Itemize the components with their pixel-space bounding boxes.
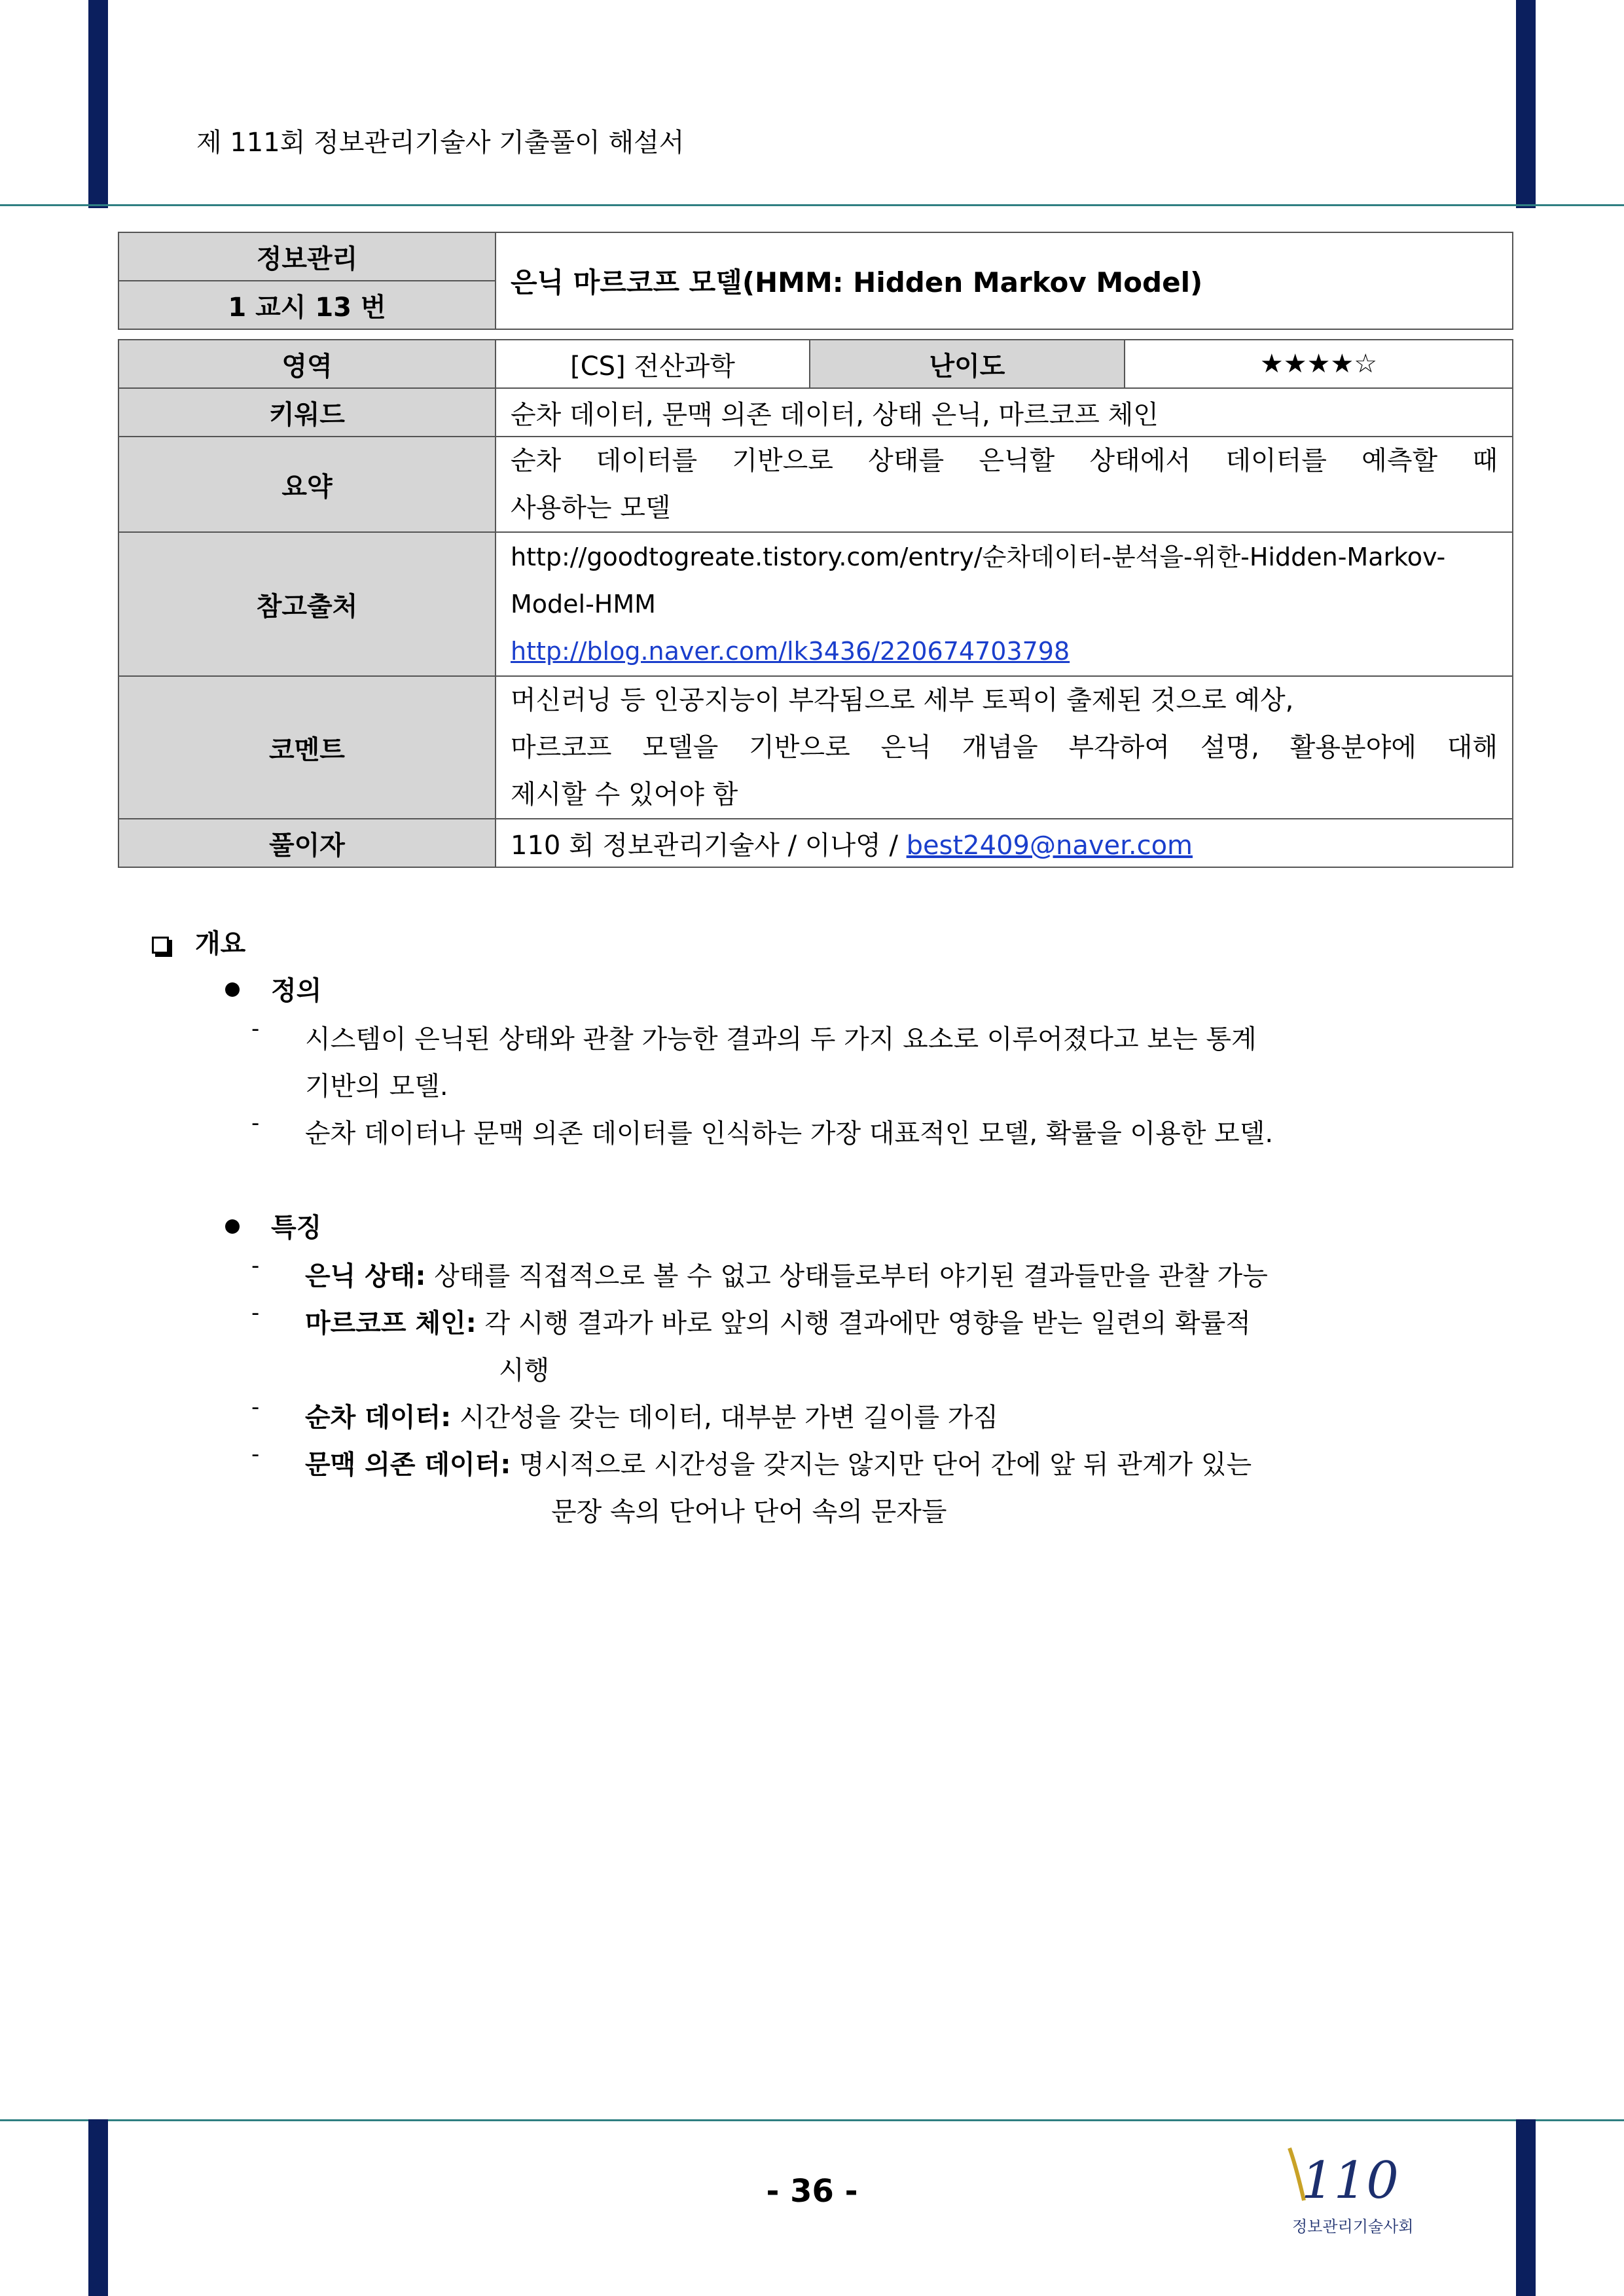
header-rule bbox=[0, 204, 1624, 206]
difficulty-label: 난이도 bbox=[810, 340, 1125, 388]
header-title: 제 111회 정보관리기술사 기출풀이 해설서 bbox=[196, 128, 685, 158]
feature-markov-chain bbox=[305, 1302, 1251, 1340]
comment-label: 코멘트 bbox=[118, 676, 496, 819]
top-left-bar bbox=[88, 0, 108, 208]
area-label: 영역 bbox=[118, 340, 496, 388]
feature-term: 순차 데이터: bbox=[305, 1403, 452, 1433]
feature-context-data bbox=[305, 1444, 1252, 1481]
features-heading: 특징 bbox=[225, 1207, 321, 1244]
difficulty-stars: ★★★★☆ bbox=[1125, 340, 1513, 388]
definition-item-2: 순차 데이터나 문맥 의존 데이터를 인식하는 가장 대표적인 모델, 확률을 이용한 모델. bbox=[305, 1119, 1274, 1149]
logo-number: 110 bbox=[1301, 2151, 1399, 2210]
comment-line-1: 머신러닝 등 인공지능이 부각됨으로 세부 토픽이 출제된 것으로 예상, bbox=[511, 685, 1294, 715]
keyword-value: 순차 데이터, 문맥 의존 데이터, 상태 은닉, 마르코프 체인 bbox=[496, 388, 1513, 437]
feature-desc: 각 시행 결과가 바로 앞의 시행 결과에만 영향을 받는 일련의 확률적 bbox=[476, 1308, 1251, 1338]
association-logo bbox=[1270, 2140, 1427, 2245]
feature-hidden-state bbox=[305, 1255, 1268, 1293]
info-table bbox=[118, 339, 1513, 868]
keyword-label: 키워드 bbox=[118, 388, 496, 437]
feature-desc: 시간성을 갖는 데이터, 대부분 가변 길이를 가짐 bbox=[451, 1403, 999, 1433]
definition-item-1-line-1: 시스템이 은닉된 상태와 관찰 가능한 결과의 두 가지 요소로 이루어졌다고 보는 통계 bbox=[305, 1024, 1257, 1054]
feature-sequential-data bbox=[305, 1397, 998, 1434]
page-number: - 36 - bbox=[766, 2173, 858, 2210]
title-table bbox=[118, 232, 1513, 330]
checkbox-square-icon bbox=[152, 937, 169, 954]
topic-cell: 은닉 마르코프 모델(HMM: Hidden Markov Model) bbox=[496, 232, 1513, 329]
dash-icon: - bbox=[251, 1016, 260, 1042]
author-label: 풀이자 bbox=[118, 819, 496, 867]
feature-desc: 상태를 직접적으로 볼 수 없고 상태들로부터 야기된 결과들만을 관찰 가능 bbox=[425, 1261, 1268, 1291]
author-email-link[interactable]: best2409@naver.com bbox=[906, 830, 1193, 861]
summary-line-2: 사용하는 모델 bbox=[511, 493, 671, 523]
definition-item-1-line-2: 기반의 모델. bbox=[305, 1071, 448, 1102]
subject-cell: 정보관리 bbox=[118, 232, 496, 281]
definition-heading: 정의 bbox=[225, 970, 321, 1007]
session-cell: 1 교시 13 번 bbox=[118, 281, 496, 329]
feature-context-data-cont: 문장 속의 단어나 단어 속의 문자들 bbox=[551, 1497, 947, 1527]
overview-heading: 개요 bbox=[152, 923, 245, 960]
summary-label: 요약 bbox=[118, 437, 496, 532]
feature-term: 마르코프 체인: bbox=[305, 1308, 477, 1338]
reference-link[interactable]: http://blog.naver.com/lk3436/220674703798 bbox=[511, 637, 1070, 666]
area-value: [CS] 전산과학 bbox=[496, 340, 810, 388]
footer-rule bbox=[0, 2119, 1624, 2121]
feature-markov-chain-cont: 시행 bbox=[499, 1355, 550, 1386]
feature-term: 문맥 의존 데이터: bbox=[305, 1450, 511, 1480]
comment-value bbox=[496, 676, 1513, 819]
dash-icon: - bbox=[251, 1110, 260, 1136]
reference-line-1: http://goodtogreate.tistory.com/entry/순차데이터-분석을-위한-Hidden-Markov- bbox=[511, 543, 1446, 571]
dash-icon: - bbox=[251, 1253, 260, 1279]
reference-value bbox=[496, 532, 1513, 676]
author-name: 110 회 정보관리기술사 / 이나영 / bbox=[511, 830, 907, 861]
bullet-dot-icon bbox=[225, 1219, 240, 1234]
dash-icon: - bbox=[251, 1441, 260, 1467]
author-value bbox=[496, 819, 1513, 867]
comment-line-3: 제시할 수 있어야 함 bbox=[511, 780, 738, 810]
bullet-dot-icon bbox=[225, 982, 240, 997]
feature-desc: 명시적으로 시간성을 갖지는 않지만 단어 간에 앞 뒤 관계가 있는 bbox=[511, 1450, 1252, 1480]
summary-value bbox=[496, 437, 1513, 532]
logo-text: 정보관리기술사회 bbox=[1292, 2217, 1414, 2236]
feature-term: 은닉 상태: bbox=[305, 1261, 426, 1291]
summary-line-1: 순차 데이터를 기반으로 상태를 은닉할 상태에서 데이터를 예측할 때 bbox=[511, 446, 1498, 476]
top-right-bar bbox=[1516, 0, 1536, 208]
comment-line-2: 마르코프 모델을 기반으로 은닉 개념을 부각하여 설명, 활용분야에 대해 bbox=[511, 732, 1498, 762]
dash-icon: - bbox=[251, 1300, 260, 1326]
dash-icon: - bbox=[251, 1394, 260, 1420]
reference-line-2: Model-HMM bbox=[511, 590, 656, 619]
reference-label: 참고출처 bbox=[118, 532, 496, 676]
